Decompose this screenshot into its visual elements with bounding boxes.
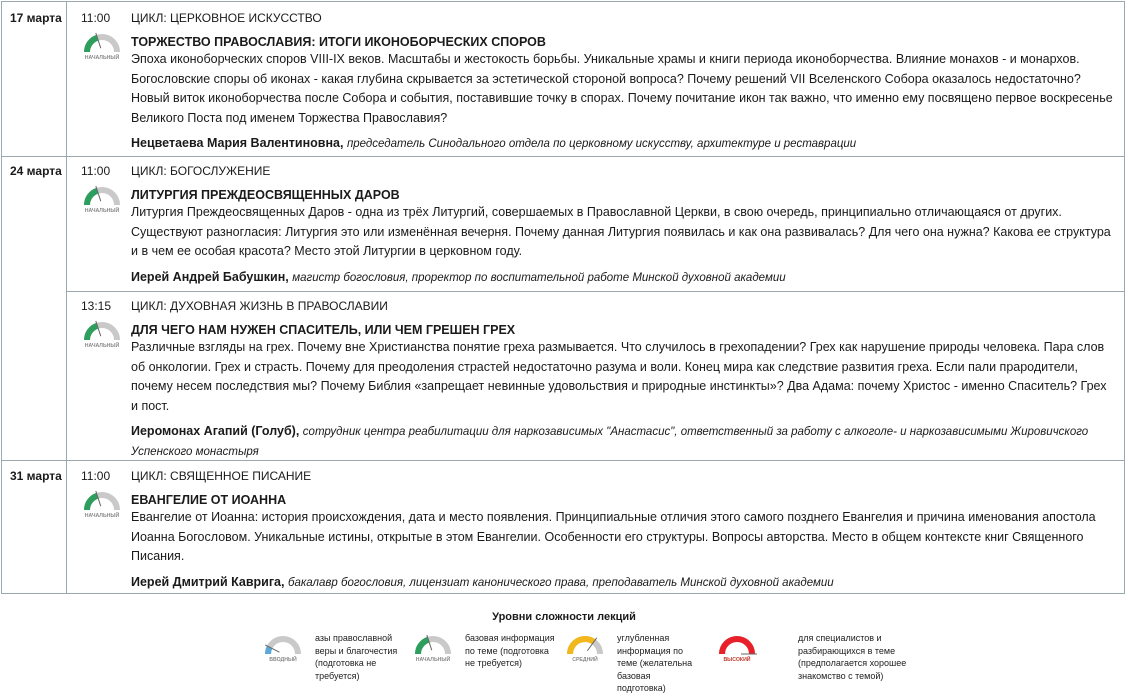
gauge-track bbox=[268, 639, 298, 654]
lecturer bbox=[131, 422, 1114, 462]
legend-description: для специалистов и разбирающихся в теме (предполагается хорошее знакомство с темой) bbox=[798, 633, 907, 681]
lecturer bbox=[131, 573, 1114, 593]
lecture-description: Различные взгляды на грех. Почему вне Христианства понятие греха размывается. Что случилось в грехопадении? Грех как нарушение природы человека. Пара слов об онкологии. Грех и страсть. Почему для преодоления страстей недостаточно разума и воли. Конец мира как следствие развития греха. Если пали прародители, почему несем последствия мы? Почему Библия «запрещает невинные удовольствия и природные инстинкты»? Два Адама: почему Христос - именно Спаситель? Грех и пост. bbox=[131, 340, 1107, 413]
lecture-entry bbox=[66, 163, 1124, 289]
lecturer bbox=[131, 134, 1114, 154]
lecture-entry bbox=[66, 298, 1124, 458]
lecturer-role: сотрудник центра реабилитации для наркозависимых "Анастасис", ответственный за работу с алкоголе- и наркозависимыми Жировичского Успенского монастыря bbox=[131, 426, 1089, 458]
day-row bbox=[2, 461, 1124, 593]
lecture-title: ЛИТУРГИЯ ПРЕЖДЕОСВЯЩЕННЫХ ДАРОВ bbox=[131, 188, 400, 202]
lecture-entry bbox=[66, 10, 1124, 150]
day-row bbox=[2, 2, 1124, 156]
day-row bbox=[2, 157, 1124, 460]
gauge-label: ВЫСОКИЙ bbox=[723, 657, 751, 662]
gauge-label: НАЧАЛЬНЫЙ bbox=[84, 55, 120, 60]
lecture-title: ЕВАНГЕЛИЕ ОТ ИОАННА bbox=[131, 493, 287, 507]
lecture-schedule-table bbox=[1, 1, 1125, 594]
level-gauge-icon bbox=[712, 632, 762, 662]
lecture-time: 13:15 bbox=[81, 299, 112, 313]
gauge-label: НАЧАЛЬНЫЙ bbox=[415, 657, 451, 662]
lecturer-name: Иерей Дмитрий Каврига, bbox=[131, 574, 285, 589]
lecturer-role: бакалавр богословия, лицензиат канонического права, преподаватель Минской духовной академии bbox=[287, 576, 834, 589]
gauge-fill bbox=[268, 647, 270, 654]
lecture-title: ТОРЖЕСТВО ПРАВОСЛАВИЯ: ИТОГИ ИКОНОБОРЧЕСКИХ СПОРОВ bbox=[131, 35, 546, 49]
lecture-title: ДЛЯ ЧЕГО НАМ НУЖЕН СПАСИТЕЛЬ, ИЛИ ЧЕМ ГРЕШЕН ГРЕХ bbox=[131, 323, 516, 337]
level-gauge-icon bbox=[76, 488, 128, 518]
level-gauge-icon bbox=[408, 632, 458, 662]
gauge-label: СРЕДНИЙ bbox=[572, 657, 598, 662]
gauge-label: НАЧАЛЬНЫЙ bbox=[84, 343, 120, 348]
level-gauge-icon bbox=[76, 318, 128, 348]
level-gauge-icon bbox=[258, 632, 308, 662]
lecturer-name: Иеромонах Агапий (Голуб), bbox=[131, 424, 300, 438]
gauge-fill bbox=[87, 326, 97, 340]
gauge-fill bbox=[87, 191, 97, 205]
lecture-time: 11:00 bbox=[81, 469, 111, 483]
gauge-label: НАЧАЛЬНЫЙ bbox=[84, 513, 120, 518]
lecturer bbox=[131, 268, 1114, 288]
lecture-time: 11:00 bbox=[81, 11, 111, 25]
legend-description: азы православной веры и благочестия (подготовка не требуется) bbox=[315, 633, 398, 681]
lecture-divider bbox=[66, 291, 1124, 292]
lecture-entry bbox=[66, 468, 1124, 592]
lecture-cycle: ЦИКЛ: СВЯЩЕННОЕ ПИСАНИЕ bbox=[131, 469, 312, 483]
lecturer-name: Иерей Андрей Бабушкин, bbox=[131, 269, 289, 284]
day-date: 17 марта bbox=[10, 11, 62, 25]
legend-title: Уровни сложности лекций bbox=[492, 611, 636, 623]
level-gauge-icon bbox=[76, 30, 128, 60]
day-date: 24 марта bbox=[10, 164, 62, 178]
lecture-description: Евангелие от Иоанна: история происхождения, дата и место появления. Принципиальные отличия этого самого позднего Евангелия и причина именования апостола Иоанна Богословом. Уникальные истины, открытые в этом Евангелии. Особенности его структуры. Вопросы авторства. Место в общем контексте книг Священного Писания. bbox=[131, 510, 1096, 563]
gauge-label: ВВОДНЫЙ bbox=[269, 657, 297, 662]
gauge-fill bbox=[722, 639, 752, 654]
legend-description: углубленная информация по теме (желательна базовая подготовка) bbox=[617, 633, 693, 693]
lecture-cycle: ЦИКЛ: БОГОСЛУЖЕНИЕ bbox=[131, 164, 271, 178]
lecture-cycle: ЦИКЛ: ДУХОВНАЯ ЖИЗНЬ В ПРАВОСЛАВИИ bbox=[131, 299, 388, 313]
day-date: 31 марта bbox=[10, 469, 62, 483]
gauge-fill bbox=[87, 38, 97, 52]
level-gauge-icon bbox=[76, 183, 128, 213]
lecturer-role: председатель Синодального отдела по церковному искусству, архитектуре и реставрации bbox=[346, 138, 857, 150]
gauge-fill bbox=[87, 496, 97, 510]
lecturer-role: магистр богословия, проректор по воспитательной работе Минской духовной академии bbox=[292, 271, 786, 284]
lecture-time: 11:00 bbox=[81, 164, 111, 178]
level-gauge-icon bbox=[560, 632, 610, 662]
gauge-label: НАЧАЛЬНЫЙ bbox=[84, 208, 120, 213]
legend-description: базовая информация по теме (подготовка не требуется) bbox=[465, 633, 555, 668]
lecture-description: Эпоха иконоборческих споров VIII-IX веков. Масштабы и жестокость борьбы. Уникальные храмы и книги периода иконоборчества. Влияние монахов - и монархов. Богословские споры об иконах - какая глубина скрывается за эстетической стороной вопроса? Почему решений VII Вселенского Собора оказалось недостаточно? Новый виток иконоборчества после Собора и события, поставившие точку в спорах. Почему почитание икон так важно, что именно ему посвящено первое воскресенье Великого Поста под именем Торжества Православия? bbox=[131, 52, 1113, 125]
lecture-description: Литургия Преждеосвященных Даров - одна из трёх Литургий, совершаемых в Православной Церкви, в свою очередь, принципиально отличающаяся от других. Существуют разногласия: Литургия это или изменённая вечерня. Почему данная Литургия появилась и как она развивалась? Для чего она нужна? Какова ее структура и в чем ее особая красота? Место этой Литургии в церковном году. bbox=[131, 205, 1111, 258]
lecture-cycle: ЦИКЛ: ЦЕРКОВНОЕ ИСКУССТВО bbox=[131, 11, 322, 25]
gauge-fill bbox=[418, 640, 428, 654]
lecturer-name: Нецветаева Мария Валентиновна, bbox=[131, 136, 344, 150]
